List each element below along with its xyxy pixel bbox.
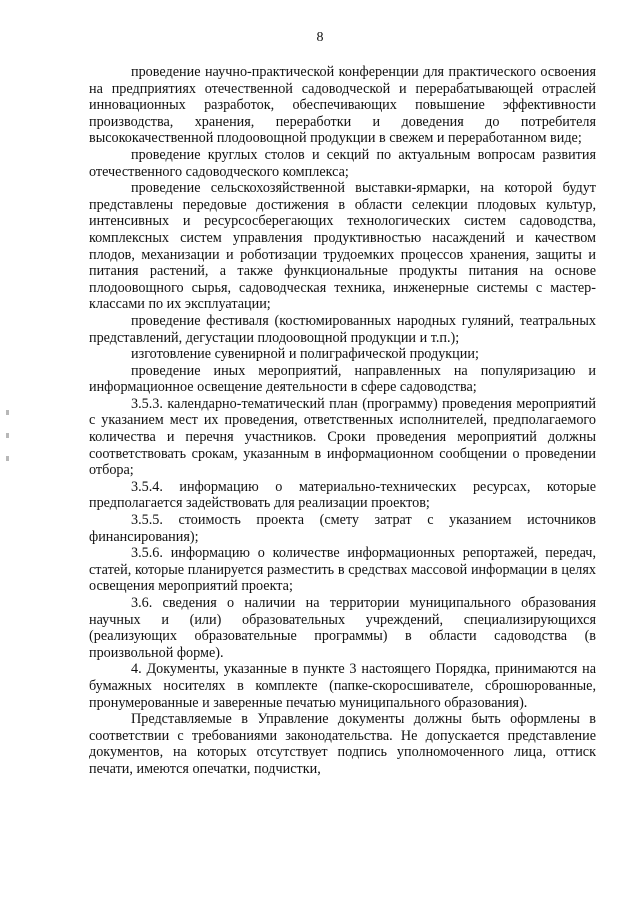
paragraph-3-5-3: 3.5.3. календарно-тематический план (программу) проведения мероприятий с указанием мест их проведения, ответственных исполнителей, предполагаемого количества и перечня участников. Сроки проведения мероприятий должны соответствовать срокам, указанным в информационном сообщении о проведении отбора; — [89, 395, 596, 479]
paragraph-3-5-6: 3.5.6. информацию о количестве информационных репортажей, передач, статей, которые планируется разместить в средствах массовой информации в целях освещения мероприятий проекта; — [89, 545, 596, 595]
paragraph-exhibition-fair: проведение сельскохозяйственной выставки-ярмарки, на которой будут представлены передовые достижения в области селекции плодовых культур, интенсивных и ресурсосберегающих технологических систем садоводства, комплексных систем управления продуктивностью насаждений и качеством плодов, механизации и роботизации трудоемких процессов хранения, защиты и питания растений, а также функциональные продукты питания на основе плодоовощного сырья, садоводческая техника, инженерные системы с мастер-классами по их эксплуатации; — [89, 180, 596, 313]
paragraph-festival: проведение фестиваля (костюмированных народных гуляний, театральных представлений, дегустации плодоовощной продукции и т.п.); — [89, 312, 596, 346]
paragraph-other-events: проведение иных мероприятий, направленных на популяризацию и информационное освещение деятельности в сфере садоводства; — [89, 362, 596, 396]
margin-mark — [6, 410, 9, 415]
paragraph-4: 4. Документы, указанные в пункте 3 настоящего Порядка, принимаются на бумажных носителях в комплекте (папке-скоросшивателе, сброшюрованные, пронумерованные и заверенные печатью муниципального образования). — [89, 661, 596, 711]
page-number: 8 — [316, 30, 324, 45]
margin-mark — [6, 456, 9, 461]
paragraph-3-5-5: 3.5.5. стоимость проекта (смету затрат с указанием источников финансирования); — [89, 512, 596, 545]
document-body — [89, 64, 596, 778]
paragraph-3-6: 3.6. сведения о наличии на территории муниципального образования научных и (или) образовательных учреждений, специализирующихся (реализующих образовательные программы) в области садоводства (в произвольной форме). — [89, 595, 596, 661]
paragraph-conference: проведение научно-практической конференции для практического освоения на предприятиях отечественной садоводческой и перерабатывающей отраслей инновационных разработок, обеспечивающих повышение эффективности производства, хранения, переработки и доведения до потребителя высококачественной плодоовощной продукции в свежем и переработанном виде; — [89, 64, 596, 147]
paragraph-documents-requirements: Представляемые в Управление документы должны быть оформлены в соответствии с требованиями законодательства. Не допускается представление документов, на которых отсутствует подпись уполномоченного лица, оттиск печати, имеются опечатки, подчистки, — [89, 711, 596, 777]
paragraph-round-tables: проведение круглых столов и секций по актуальным вопросам развития отечественного садоводческого комплекса; — [89, 146, 596, 180]
margin-mark — [6, 433, 9, 438]
paragraph-3-5-4: 3.5.4. информацию о материально-технических ресурсах, которые предполагается задействовать для реализации проектов; — [89, 478, 596, 512]
paragraph-souvenirs: изготовление сувенирной и полиграфической продукции; — [131, 346, 479, 363]
